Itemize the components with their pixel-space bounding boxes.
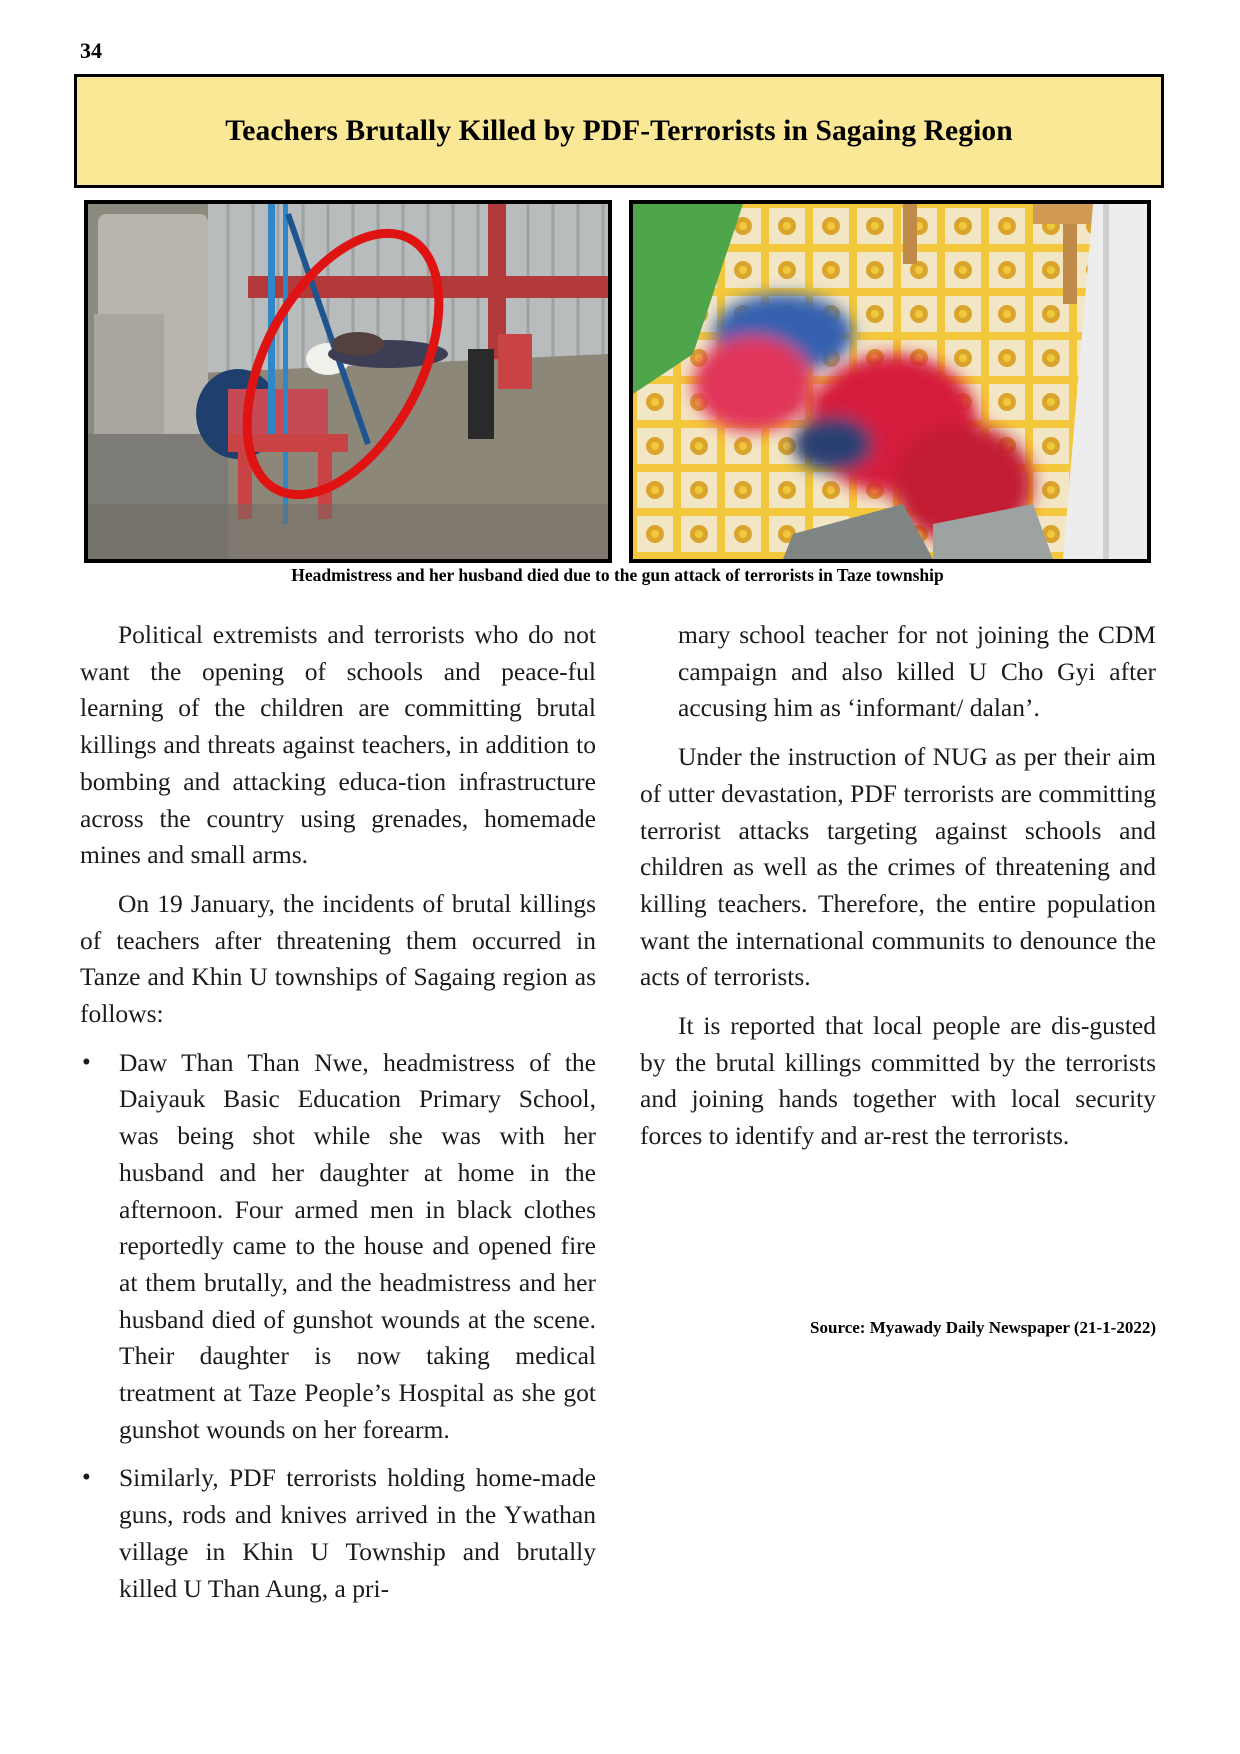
- photo-caption: Headmistress and her husband died due to the gun attack of terrorists in Taze township: [291, 565, 944, 585]
- paragraph-incidents: On 19 January, the incidents of brutal killings of teachers after threatening them occurred in Tanze and Khin U townships of Sagaing region as follows:: [80, 888, 596, 1029]
- paragraph-nug: Under the instruction of NUG as per their aim of utter devastation, PDF terrorists are committing terrorist attacks targeting against schools and children as well as the crimes of threatening and killing teachers. Therefore, the entire population want the international communits to denounce the acts of terrorists.: [640, 742, 1156, 992]
- paragraph-intro: Political extremists and terrorists who do not want the opening of schools and peace-ful learning of the children are committing brutal killings and threats against teachers, in addition to bombing and attacking educa-tion infrastructure across the country using grenades, homemade mines and small arms.: [80, 620, 596, 870]
- list-item: [80, 1460, 596, 1607]
- bullet-text-headmistress: Daw Than Than Nwe, headmistress of the Daiyauk Basic Education Primary School, was being shot while she was with her husband and her daughter at home in the afternoon. Four armed men in black clothes reportedly came to the house and opened fire at them brutally, and the headmistress and her husband died of gunshot wounds at the scene. Their daughter is now taking medical treatment at Taze People’s Hospital as she got gunshot wounds on her forearm.: [119, 1047, 596, 1444]
- paragraph-local-people: It is reported that local people are dis-gusted by the brutal killings committed by the terrorists and joining hands together with local security forces to identify and ar-rest the terrorists.: [640, 1011, 1156, 1151]
- source-citation: Source: Myawady Daily Newspaper (21-1-2022): [810, 1318, 1156, 1337]
- bullet-text-ywathan: Similarly, PDF terrorists holding home-made guns, rods and knives arrived in the Ywathan village in Khin U Township and brutally killed U Than Aung, a pri-: [119, 1463, 596, 1603]
- left-column: [80, 617, 596, 1619]
- page-number: 34: [80, 38, 102, 63]
- photo-crime-scene-indoor: [629, 200, 1151, 563]
- bullet-icon: •: [82, 1464, 91, 1492]
- bullet-text-continued: mary school teacher for not joining the CDM campaign and also killed U Cho Gyi after accusing him as ‘informant/ dalan’.: [678, 620, 1156, 723]
- photo-scene-icon: [633, 204, 1147, 559]
- photo-crime-scene-outdoor: [84, 200, 612, 563]
- bullet-icon: •: [82, 1048, 91, 1076]
- page-title: Teachers Brutally Killed by PDF-Terrorists in Sagaing Region: [225, 114, 1013, 147]
- title-banner: [74, 74, 1164, 188]
- list-item: [80, 1045, 596, 1449]
- photo-scene-icon: [88, 204, 608, 559]
- right-column: [640, 617, 1156, 1167]
